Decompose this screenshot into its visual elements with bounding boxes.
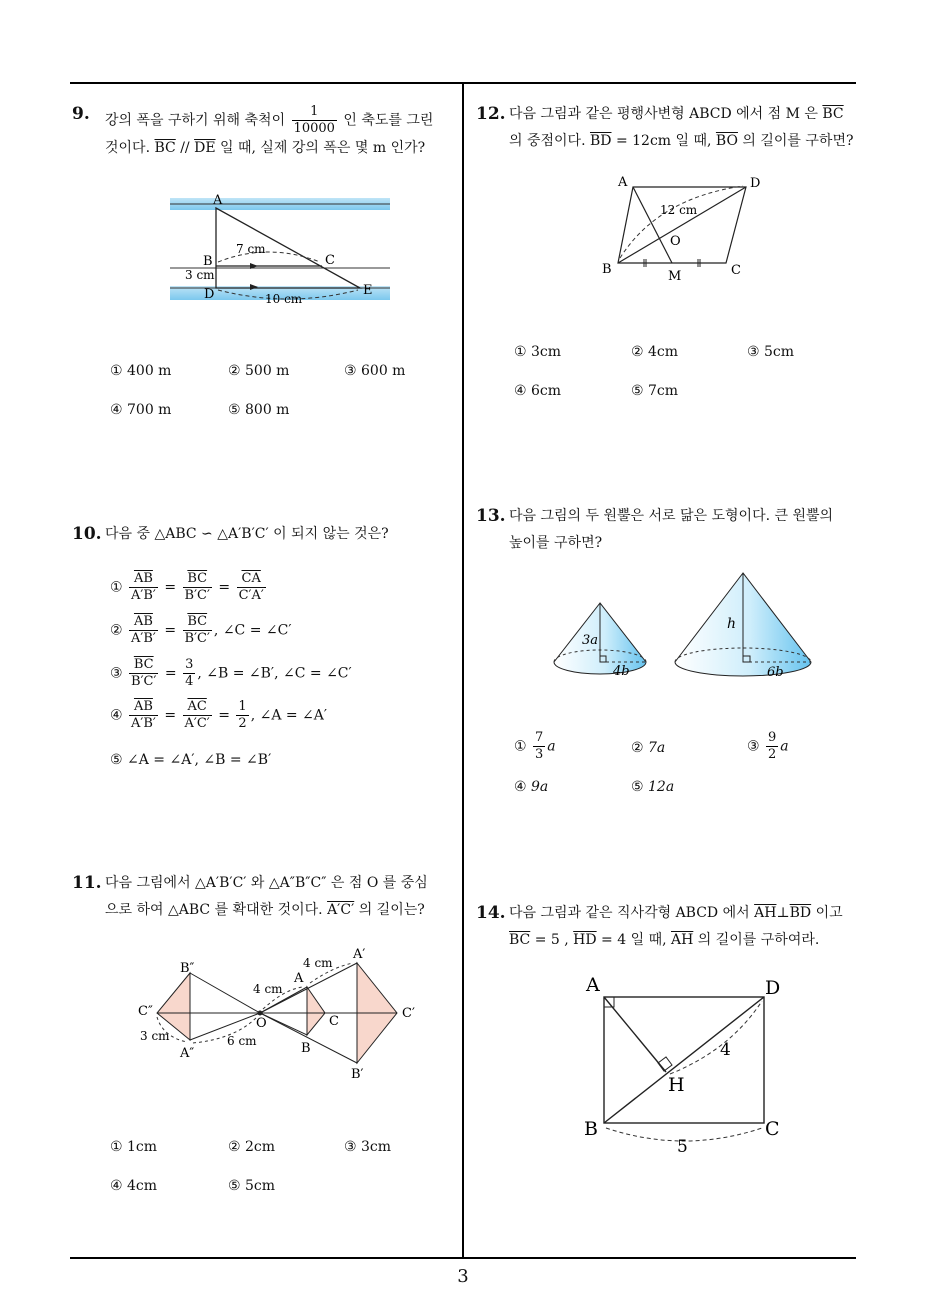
parallelogram-figure — [598, 170, 778, 285]
svg-text:A: A — [618, 175, 628, 190]
label-B: B — [203, 254, 213, 269]
choice-2[interactable]: ② 2cm — [228, 1139, 276, 1155]
svg-text:H: H — [668, 1074, 685, 1096]
choice-5[interactable]: ⑤ 12a — [631, 779, 675, 795]
svg-text:C: C — [731, 263, 741, 278]
choice-2[interactable]: ② $\frac{\overline{AB}}{A'B'}$ = $\frac{\overline{BC}}{B'C'}$ , ∠C = ∠C′ — [110, 614, 292, 646]
rectangle-figure — [580, 970, 790, 1160]
svg-text:A: A — [586, 974, 600, 996]
question-number: 12. — [476, 104, 506, 124]
choice-4[interactable]: ④ 700 m — [110, 402, 172, 418]
question-number: 11. — [72, 873, 102, 893]
choice-3[interactable]: ③ 600 m — [344, 363, 406, 379]
question-text: 다음 그림과 같은 직사각형 ABCD 에서 $\overline{AH}\perp\overline{BD}$ 이고 $\overline{BC} = 5$ , $\overline{HD} = 4$ 일 때, $\overline{AH}$ 의 길이를 구하여라. — [509, 905, 843, 948]
svg-text:C: C — [329, 1014, 339, 1029]
enlargement-figure — [135, 945, 435, 1085]
scale-fraction: $\frac{1}{10000}$ — [293, 104, 335, 136]
svg-text:6b: 6b — [767, 665, 784, 680]
svg-text:B: B — [584, 1118, 598, 1140]
label-bd: 3 cm — [185, 268, 215, 282]
choice-1[interactable]: ① 3cm — [514, 344, 562, 360]
label-D: D — [204, 287, 215, 302]
question-text: 다음 그림과 같은 평행사변형 ABCD 에서 점 M 은 $\overline{BC}$ 의 중점이다. $\overline{BD} = 12cm$ 일 때, $\overline{BO}$ 의 길이를 구하면? — [509, 106, 854, 149]
svg-text:4b: 4b — [613, 664, 630, 679]
svg-text:B: B — [301, 1041, 311, 1056]
choice-2[interactable]: ② 7a — [631, 740, 666, 756]
choice-1[interactable]: ① 1cm — [110, 1139, 158, 1155]
river-figure — [168, 190, 393, 310]
svg-text:B: B — [602, 262, 612, 277]
question-number: 13. — [476, 506, 506, 526]
svg-text:C′: C′ — [402, 1006, 415, 1021]
question-text: 다음 그림의 두 원뿔은 서로 닮은 도형이다. 큰 원뿔의 높이를 구하면? — [509, 508, 834, 551]
question-number: 10. — [72, 524, 102, 544]
choice-5[interactable]: ⑤ 5cm — [228, 1178, 276, 1194]
label-A: A — [213, 193, 223, 208]
question-number: 14. — [476, 903, 506, 923]
choice-5[interactable]: ⑤ ∠A = ∠A′, ∠B = ∠B′ — [110, 752, 272, 768]
svg-text:12 cm: 12 cm — [660, 203, 698, 217]
choice-2[interactable]: ② 4cm — [631, 344, 679, 360]
label-C: C — [325, 253, 335, 268]
svg-text:h: h — [727, 616, 737, 632]
svg-text:B′: B′ — [351, 1067, 364, 1082]
choice-2[interactable]: ② 500 m — [228, 363, 290, 379]
svg-text:C: C — [765, 1118, 780, 1140]
choice-5[interactable]: ⑤ 7cm — [631, 383, 679, 399]
question-text: 강의 폭을 구하기 위해 축척이 $\frac{1}{10000}$ 인 축도를 그린 것이다. $\overline{BC} // \overline{DE}$ 일 때, 실제 강의 폭은 몇 m 인가? — [105, 104, 434, 156]
label-bc: 7 cm — [236, 242, 266, 256]
column-divider — [462, 82, 464, 1258]
svg-text:D: D — [765, 977, 781, 999]
svg-text:3 cm: 3 cm — [140, 1029, 170, 1043]
svg-text:C″: C″ — [138, 1004, 153, 1019]
label-E: E — [363, 283, 373, 298]
question-number: 9. — [72, 104, 90, 124]
svg-text:4 cm: 4 cm — [253, 982, 283, 996]
choice-3[interactable]: ③ 3cm — [344, 1139, 392, 1155]
choice-1[interactable]: ① $\frac{\overline{AB}}{A'B'}$ = $\frac{\overline{BC}}{B'C'}$ = $\frac{\overline{CA}}{C'A'}$ — [110, 571, 264, 603]
page-number: 3 — [457, 1266, 469, 1287]
svg-text:M: M — [668, 269, 682, 284]
svg-text:O: O — [256, 1016, 267, 1031]
choice-4[interactable]: ④ 4cm — [110, 1178, 158, 1194]
svg-text:A: A — [294, 971, 304, 986]
choice-5[interactable]: ⑤ 800 m — [228, 402, 290, 418]
svg-text:3a: 3a — [582, 633, 599, 648]
svg-text:O: O — [670, 234, 681, 249]
question-text: 다음 중 △ABC ∽ △A′B′C′ 이 되지 않는 것은? — [105, 526, 389, 542]
svg-text:5: 5 — [677, 1137, 688, 1157]
svg-text:4 cm: 4 cm — [303, 956, 333, 970]
svg-text:A′: A′ — [353, 947, 366, 962]
question-text: 다음 그림에서 △A′B′C′ 와 △A″B″C″ 은 점 O 를 중심 으로 하여 △ABC 를 확대한 것이다. A′C′ 의 길이는? — [105, 875, 428, 918]
cones-figure — [550, 570, 820, 685]
svg-text:D: D — [750, 176, 761, 191]
choice-4[interactable]: ④ 6cm — [514, 383, 562, 399]
svg-text:B″: B″ — [180, 961, 195, 976]
choice-3[interactable]: ③ $\frac{9}{2}$ a — [747, 730, 789, 762]
choice-3[interactable]: ③ 5cm — [747, 344, 795, 360]
svg-text:A″: A″ — [180, 1046, 195, 1061]
label-de: 10 cm — [265, 292, 303, 306]
choice-1[interactable]: ① $\frac{7}{3}$ a — [514, 730, 556, 762]
choice-1[interactable]: ① 400 m — [110, 363, 172, 379]
svg-text:4: 4 — [720, 1040, 731, 1060]
choice-3[interactable]: ③ $\frac{\overline{BC}}{B'C'}$ = $\frac{3}{4}$ , ∠B = ∠B′, ∠C = ∠C′ — [110, 657, 352, 689]
choice-4[interactable]: ④ 9a — [514, 779, 549, 795]
svg-text:6 cm: 6 cm — [227, 1034, 257, 1048]
choice-4[interactable]: ④ $\frac{\overline{AB}}{A'B'}$ = $\frac{\overline{AC}}{A'C'}$ = $\frac{1}{2}$ , ∠A = ∠A′ — [110, 699, 328, 731]
